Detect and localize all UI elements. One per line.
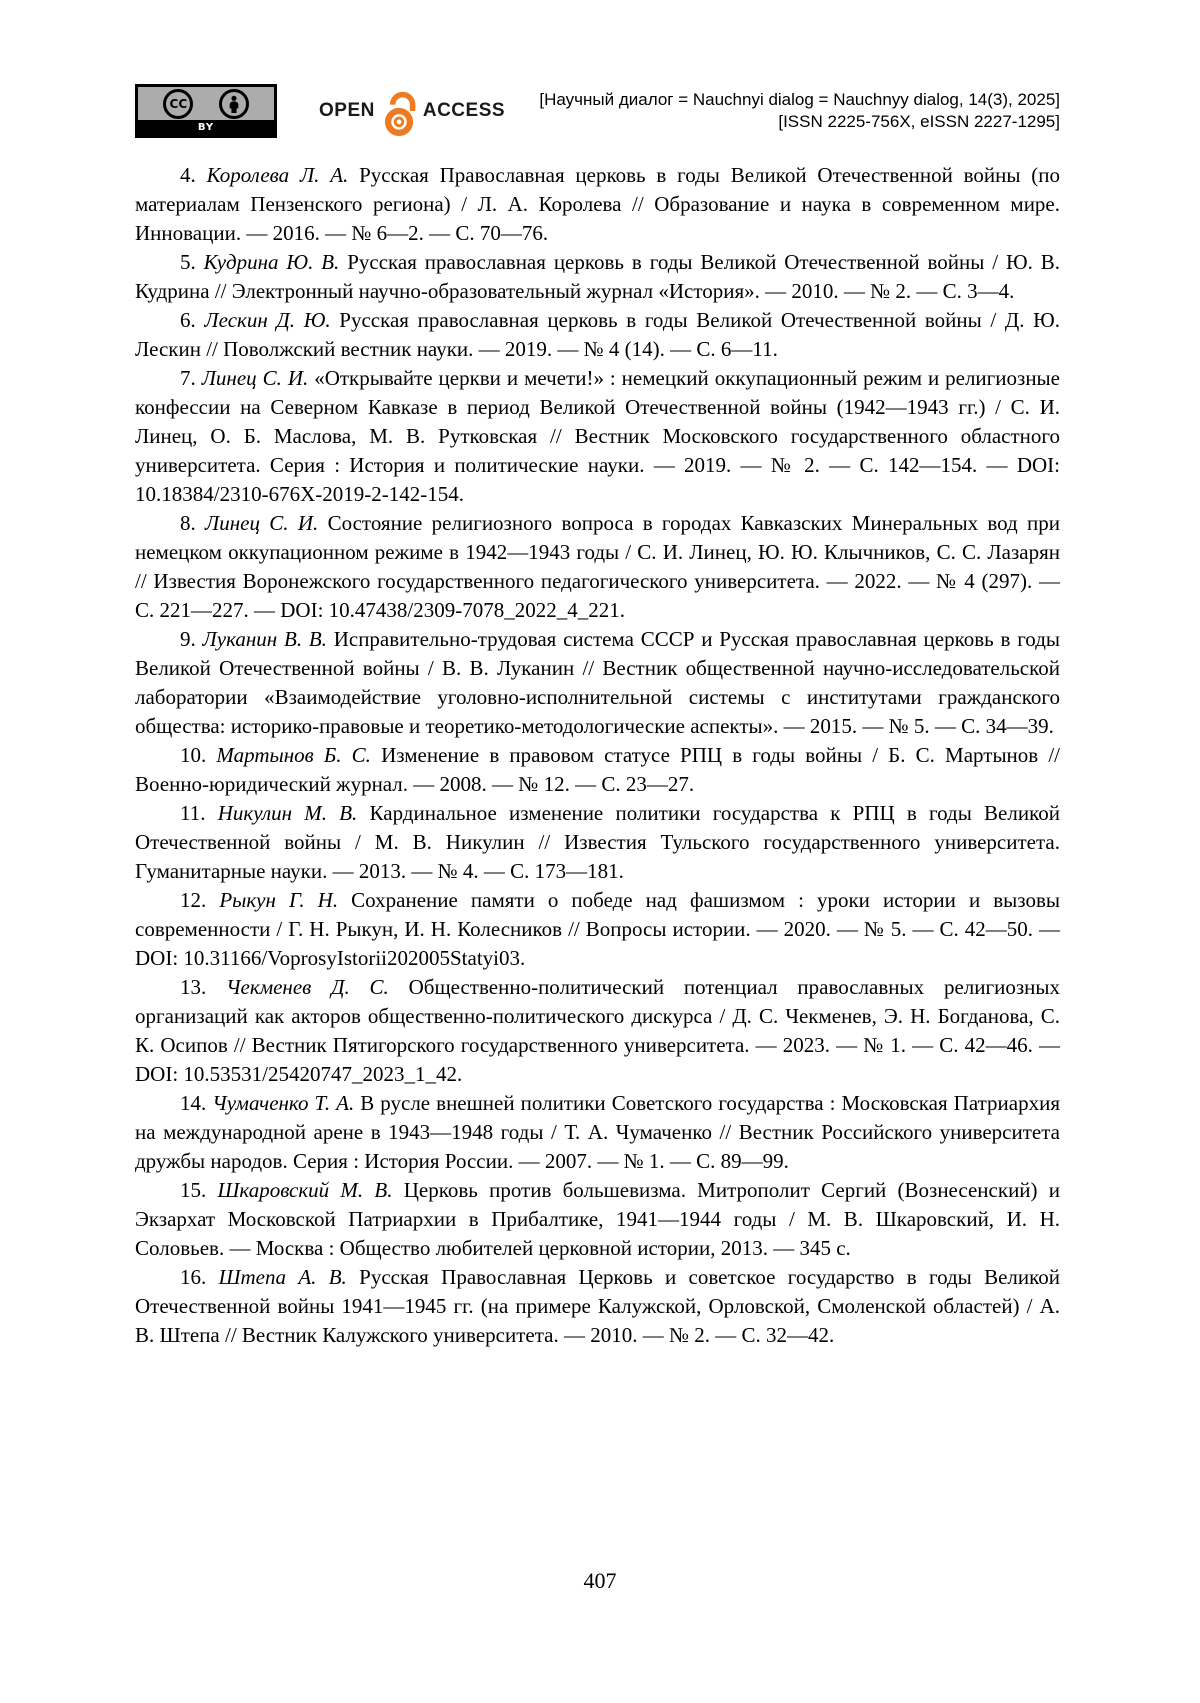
reference-entry (135, 1263, 1060, 1350)
entry-text: «Открывайте церкви и мечети!» : немецкий оккупационный режим и религиозные конфессии на Северном Кавказе в период Великой Отечественной войны (1942—1943 гг.) / С. И. Линец, О. Б. Маслова, М. В. Рутковская // Вестник Московского государственного областного университета. Серия : История и политические науки. — 2019. — № 2. — С. 142—154. — DOI: 10.18384/2310-676X-2019-2-142-154. (135, 366, 1060, 506)
reference-entry (135, 973, 1060, 1089)
entry-text: Сохранение памяти о победе над фашизмом : уроки истории и вызовы современности / Г. Н. Рыкун, И. Н. Колесников // Вопросы истории. — 2020. — № 5. — С. 42—50. — DOI: 10.31166/VoprosyIstorii202005Statyi03. (135, 888, 1060, 970)
entry-number: 4. (180, 163, 207, 187)
entry-number: 15. (180, 1178, 218, 1202)
entry-number: 8. (180, 511, 206, 535)
reference-entry (135, 1176, 1060, 1263)
page-header (135, 83, 1060, 139)
reference-entry (135, 625, 1060, 741)
entry-author: Штепа А. В. (218, 1265, 360, 1289)
person-icon (219, 89, 249, 119)
entry-number: 6. (180, 308, 205, 332)
entry-text: Кардинальное изменение политики государства к РПЦ в годы Великой Отечественной войны / М. В. Никулин // Известия Тульского государственного университета. Гуманитарные науки. — 2013. — № 4. — С. 173—181. (135, 801, 1060, 883)
reference-entry (135, 364, 1060, 509)
entry-author: Линец С. И. (205, 511, 328, 535)
entry-author: Королева Л. А. (206, 163, 360, 187)
entry-text: Состояние религиозного вопроса в городах Кавказских Минеральных вод при немецком оккупационном режиме в 1942—1943 годы / С. И. Линец, Ю. Ю. Клычников, С. С. Лазарян // Известия Воронежского государственного педагогического университета. — 2022. — № 4 (297). — С. 221—227. — DOI: 10.47438/2309-7078_2022_4_221. (135, 511, 1060, 622)
entry-text: Русская Православная Церковь и советское государство в годы Великой Отечественной войны 1941—1945 гг. (на примере Калужской, Орловской, Смоленской областей) / А. В. Штепа // Вестник Калужского университета. — 2010. — № 2. — С. 32—42. (135, 1265, 1061, 1347)
entry-number: 14. (180, 1091, 213, 1115)
open-lock-icon (379, 85, 419, 137)
entry-text: Русская Православная церковь в годы Великой Отечественной войны (по материалам Пензенского региона) / Л. А. Королева // Образование и наука в современном мире. Инновации. — 2016. — № 6—2. — С. 70—76. (135, 163, 1060, 245)
entry-text: Общественно-политический потенциал православных религиозных организаций как акторов общественно-политического дискурса / Д. С. Чекменев, Э. Н. Богданова, С. К. Осипов // Вестник Пятигорского государственного университета. — 2023. — № 1. — С. 42—46. — DOI: 10.53531/25420747_2023_1_42. (135, 975, 1060, 1086)
reference-entry (135, 161, 1060, 248)
entry-text: Русская православная церковь в годы Великой Отечественной войны / Ю. В. Кудрина // Электронный научно-образовательный журнал «История». — 2010. — № 2. — С. 3—4. (135, 250, 1060, 303)
entry-author: Никулин М. В. (217, 801, 370, 825)
entry-author: Лескин Д. Ю. (204, 308, 340, 332)
reference-entry (135, 509, 1060, 625)
entry-text: Исправительно-трудовая система СССР и Русская православная церковь в годы Великой Отечественной войны / В. В. Луканин // Вестник общественной научно-исследовательской лаборатории «Взаимодействие уголовно-исполнительной системы с институтами гражданского общества: историко-правовые и теоретико-методологические аспекты». — 2015. — № 5. — С. 34—39. (135, 627, 1060, 738)
reference-entry (135, 1089, 1060, 1176)
reference-entry (135, 741, 1060, 799)
cc-by-license-badge (135, 84, 277, 138)
entry-author: Рыкун Г. Н. (219, 888, 352, 912)
cc-badge-icons (138, 87, 274, 120)
journal-issn-line: [ISSN 2225-756X, eISSN 2227-1295] (778, 112, 1060, 131)
entry-number: 13. (180, 975, 227, 999)
entry-author: Мартынов Б. С. (216, 743, 382, 767)
entry-author: Шкаровский М. В. (217, 1178, 404, 1202)
entry-author: Чумаченко Т. А. (212, 1091, 361, 1115)
cc-icon: CC (163, 89, 193, 119)
journal-title-line: [Научный диалог = Nauchnyi dialog = Nauchnyy dialog, 14(3), 2025] (539, 90, 1060, 109)
entry-number: 16. (180, 1265, 219, 1289)
open-access-logo (319, 85, 505, 137)
entry-number: 12. (180, 888, 220, 912)
entry-text: В русле внешней политики Советского государства : Московская Патриархия на международной арене в 1943—1948 годы / Т. А. Чумаченко // Вестник Российского университета дружбы народов. Серия : История России. — 2007. — № 1. — С. 89—99. (135, 1091, 1060, 1173)
open-access-word-access: ACCESS (422, 100, 506, 121)
open-access-word-open: OPEN (319, 100, 375, 121)
entry-text: Русская православная церковь в годы Великой Отечественной войны / Д. Ю. Лескин // Поволжский вестник науки. — 2019. — № 4 (14). — С. 6—11. (135, 308, 1060, 361)
reference-entry (135, 306, 1060, 364)
entry-author: Чекменев Д. С. (226, 975, 409, 999)
entry-number: 11. (180, 801, 218, 825)
reference-entry (135, 799, 1060, 886)
entry-text: Церковь против большевизма. Митрополит Сергий (Вознесенский) и Экзархат Московской Патриархии в Прибалтике, 1941—1944 годы / М. В. Шкаровский, И. Н. Соловьев. — Москва : Общество любителей церковной истории, 2013. — 345 с. (135, 1178, 1061, 1260)
entry-number: 7. (180, 366, 202, 390)
entry-author: Кудрина Ю. В. (203, 250, 348, 274)
cc-by-label: BY (138, 120, 274, 135)
references-list (135, 161, 1060, 1350)
reference-entry (135, 248, 1060, 306)
entry-author: Луканин В. В. (202, 627, 334, 651)
page-number: 407 (583, 1568, 617, 1593)
entry-author: Линец С. И. (201, 366, 315, 390)
entry-number: 5. (180, 250, 204, 274)
entry-number: 9. (180, 627, 203, 651)
journal-header (505, 83, 1060, 133)
entry-text: Изменение в правовом статусе РПЦ в годы войны / Б. С. Мартынов // Военно-юридический журнал. — 2008. — № 12. — С. 23—27. (135, 743, 1061, 796)
reference-entry (135, 886, 1060, 973)
entry-number: 10. (180, 743, 217, 767)
